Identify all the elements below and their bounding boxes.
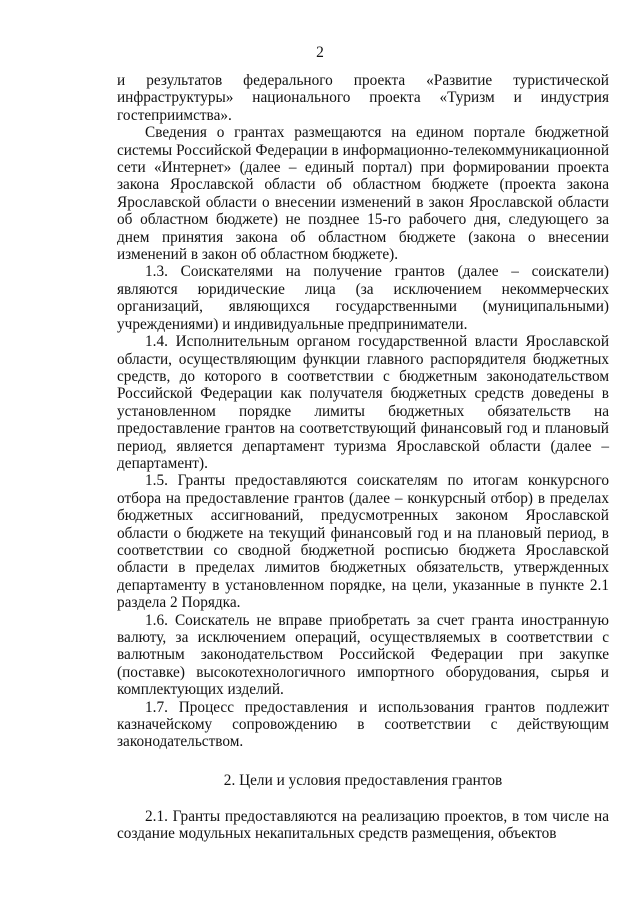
section-heading: 2. Цели и условия предоставления грантов bbox=[223, 772, 503, 789]
page-number: 2 bbox=[316, 44, 324, 61]
paragraph-1-7: 1.7. Процесс предоставления и использования грантов подлежит казначейскому сопровождению в соответствии с действующим законодательством. bbox=[117, 698, 609, 751]
paragraph-1-5: 1.5. Гранты предоставляются соискателям по итогам конкурсного отбора на предоставление грантов (далее – конкурсный отбор) в пределах бюджетных ассигнований, предусмотренных законом Ярославской области о бюджете на текущий финансовый год и на плановый период, в соответствии со сводной бюджетной росписью бюджета Ярославской области в пределах лимитов бюджетных обязательств, утвержденных департаменту в установленном порядке, на цели, указанные в пункте 2.1 раздела 2 Порядка. bbox=[117, 472, 609, 612]
paragraph-1-4: 1.4. Исполнительным органом государственной власти Ярославской области, осуществляющим функции главного распорядителя бюджетных средств, до которого в соответствии с бюджетным законодательством Российской Федерации как получателя бюджетных средств доведены в установленном порядке лимиты бюджетных обязательств на предоставление грантов на соответствующий финансовый год и плановый период, является департамент туризма Ярославской области (далее – департамент). bbox=[117, 333, 609, 472]
section-body-text bbox=[117, 808, 609, 843]
paragraph-1-3: 1.3. Соискателями на получение грантов (далее – соискатели) являются юридические лица (за исключением некоммерческих организаций, являющихся государственными (муниципальными) учреждениями) и индивидуальные предприниматели. bbox=[117, 263, 609, 333]
paragraph-2-1: 2.1. Гранты предоставляются на реализацию проектов, в том числе на создание модульных некапитальных средств размещения, объектов bbox=[117, 808, 609, 843]
paragraph-continuation: и результатов федерального проекта «Развитие туристической инфраструктуры» национального проекта «Туризм и индустрия гостеприимства». bbox=[117, 72, 609, 124]
paragraph-1-6: 1.6. Соискатель не вправе приобретать за счет гранта иностранную валюту, за исключением операций, осуществляемых в соответствии с валютным законодательством Российской Федерации при закупке (поставке) высокотехнологичного импортного оборудования, сырья и комплектующих изделий. bbox=[117, 611, 609, 699]
body-text bbox=[117, 72, 609, 751]
paragraph-grants-info: Сведения о грантах размещаются на едином портале бюджетной системы Российской Федерации в информационно-телекоммуникационной сети «Интернет» (далее – единый портал) при формировании проекта закона Ярославской области об областном бюджете (проекта закона Ярославской области о внесении изменений в закон Ярославской области об областном бюджете) не позднее 15-го рабочего дня, следующего за днем принятия закона об областном бюджете (закона о внесении изменений в закон об областном бюджете). bbox=[117, 124, 609, 264]
